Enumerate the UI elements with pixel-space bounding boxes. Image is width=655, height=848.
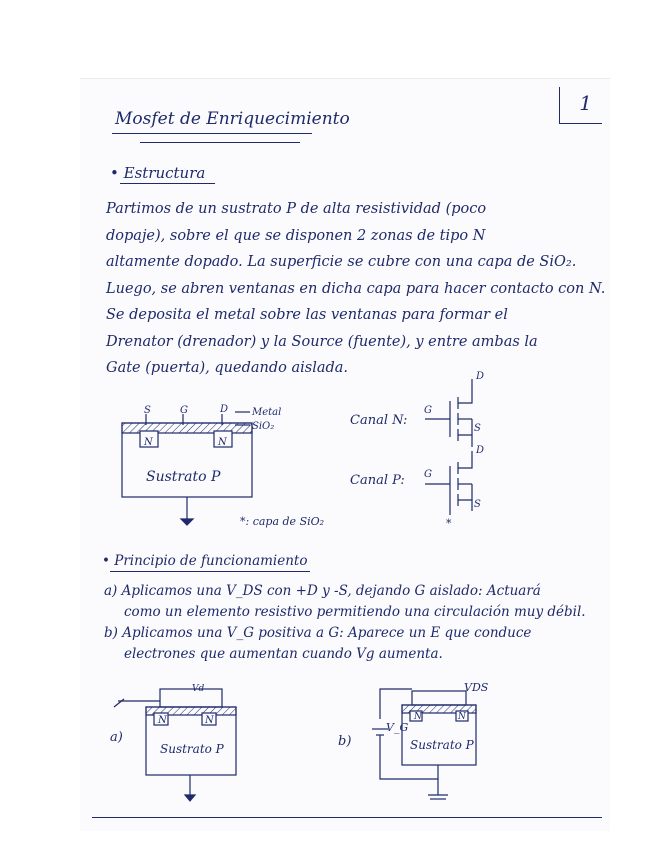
page-bottom-line — [92, 817, 602, 818]
list-item: como un elemento resistivo permitiendo una circulación muy débil. — [124, 604, 586, 620]
nmos-g-label: G — [424, 405, 432, 416]
pmos-d-label: D — [476, 445, 485, 456]
pmos-asterisk: * — [446, 517, 452, 530]
diagram-b-substrate: Sustrato P — [410, 738, 474, 752]
paragraph-line: Drenator (drenador) y la Source (fuente), y entre ambas la — [106, 333, 538, 350]
canal-n-label: Canal N: — [350, 413, 408, 428]
diagram-a-substrate: Sustrato P — [160, 742, 224, 756]
diagram-a-n-left: N — [158, 715, 167, 726]
list-item: electrones que aumentan cuando Vg aumenta. — [124, 646, 443, 662]
list-item: b) Aplicamos una V_G positiva a G: Aparece un E que conduce — [104, 625, 532, 641]
paragraph-line: altamente dopado. La superficie se cubre con una capa de SiO₂. — [106, 254, 577, 270]
footnote-label: *: capa de SiO₂ — [240, 515, 325, 528]
list-item: a) Aplicamos una V_DS con +D y -S, dejando G aislado: Actuará — [104, 583, 541, 599]
vg-label: V_G — [386, 721, 409, 734]
vds-label: VDS — [464, 681, 489, 694]
diagram-a-n-right: N — [205, 715, 214, 726]
nmos-d-label: D — [476, 371, 485, 382]
pmos-s-label: S — [474, 499, 481, 510]
paragraph-line: Luego, se abren ventanas en dicha capa para hacer contacto con N. — [106, 280, 606, 297]
canal-p-label: Canal P: — [350, 473, 405, 488]
vd-label: Vd — [192, 684, 205, 694]
terminal-d-label: D — [220, 404, 229, 415]
paragraph-line: dopaje), sobre el que se disponen 2 zonas de tipo N — [106, 227, 486, 244]
metal-label: Metal — [252, 407, 282, 418]
diagram-b-n-right: N — [458, 712, 466, 722]
notebook-page — [80, 78, 610, 831]
paragraph-line: Gate (puerta), quedando aislada. — [106, 360, 349, 376]
page-title: Mosfet de Enriquecimiento — [115, 109, 350, 129]
section-heading-estructura: • Estructura — [110, 164, 206, 182]
terminal-s-label: S — [144, 405, 151, 416]
diagram-a-label: a) — [110, 730, 123, 745]
pmos-g-label: G — [424, 469, 432, 480]
diagram-b-n-left: N — [414, 712, 422, 722]
section-heading-funcionamiento: • Principio de funcionamiento — [102, 553, 308, 569]
paragraph-line: Se deposita el metal sobre las ventanas para formar el — [106, 307, 508, 323]
diagram-b-label: b) — [338, 734, 352, 749]
sio2-label: SiO₂ — [252, 421, 275, 432]
terminal-g-label: G — [180, 405, 188, 416]
page-number: 1 — [579, 91, 592, 115]
n-left-label: N — [144, 437, 153, 448]
n-right-label: N — [218, 437, 227, 448]
operation-diagrams — [80, 79, 610, 831]
substrate-label: Sustrato P — [146, 469, 221, 485]
paragraph-line: Partimos de un sustrato P de alta resistividad (poco — [106, 201, 487, 217]
nmos-s-label: S — [474, 423, 481, 434]
